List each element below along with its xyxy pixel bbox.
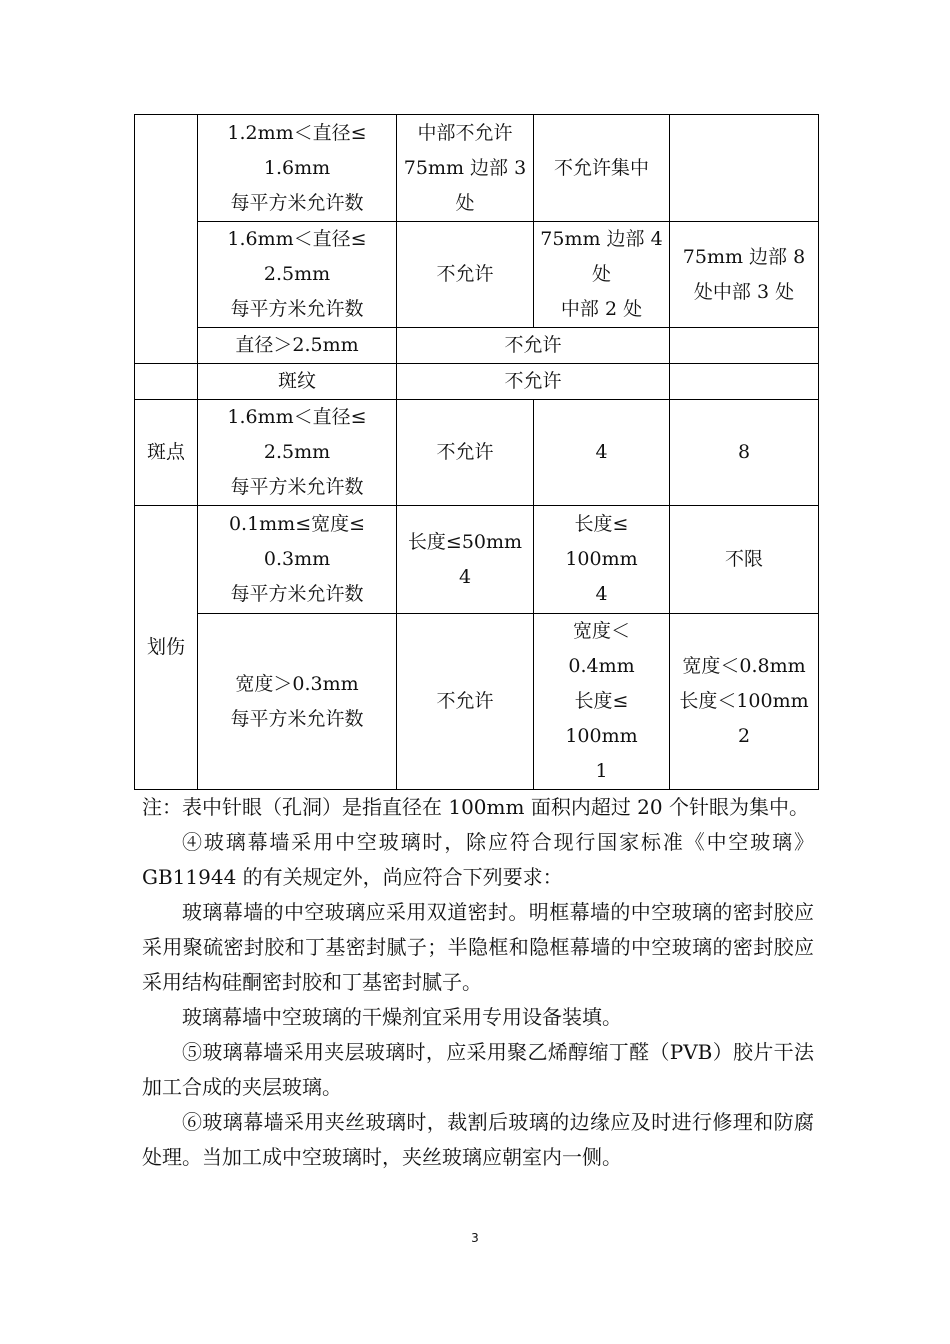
value-cell: 不允许 [397, 222, 534, 328]
paragraph: 玻璃幕墙中空玻璃的干燥剂宜采用专用设备装填。 [182, 1005, 622, 1029]
table-note: 注：表中针眼（孔洞）是指直径在 100mm 面积内超过 20 个针眼为集中。 [142, 795, 809, 819]
value-cell: 75mm 边部 8 处中部 3 处 [670, 222, 819, 328]
paragraph: 玻璃幕墙的中空玻璃应采用双道密封。明框幕墙的中空玻璃的密封胶应采用聚硫密封胶和丁基密封腻子；半隐框和隐框幕墙的中空玻璃的密封胶应采用结构硅酮密封胶和丁基密封腻子。 [142, 900, 814, 994]
value-cell: 宽度＜ 0.4mm 长度≤ 100mm 1 [534, 614, 670, 790]
category-cell-pinhole [135, 115, 198, 364]
category-cell: 划伤 [135, 506, 198, 790]
table-row [135, 328, 819, 364]
page-number: 3 [471, 1231, 479, 1245]
value-cell: 长度≤50mm 4 [397, 506, 534, 614]
table-row [135, 506, 819, 614]
value-cell: 长度≤ 100mm 4 [534, 506, 670, 614]
paragraph: ⑤玻璃幕墙采用夹层玻璃时，应采用聚乙烯醇缩丁醛（PVB）胶片干法加工合成的夹层玻璃。 [142, 1040, 814, 1099]
item-cell: 0.1mm≤宽度≤ 0.3mm 每平方米允许数 [198, 506, 397, 614]
value-cell [670, 364, 819, 400]
table-row [135, 614, 819, 790]
value-cell: 中部不允许 75mm 边部 3 处 [397, 115, 534, 222]
item-cell: 直径＞2.5mm [198, 328, 397, 364]
item-cell: 1.6mm＜直径≤ 2.5mm 每平方米允许数 [198, 400, 397, 506]
value-cell: 不允许 [397, 400, 534, 506]
item-cell: 宽度＞0.3mm 每平方米允许数 [198, 614, 397, 790]
table-row [135, 222, 819, 328]
paragraph: ⑥玻璃幕墙采用夹丝玻璃时，裁割后玻璃的边缘应及时进行修理和防腐处理。当加工成中空玻璃时，夹丝玻璃应朝室内一侧。 [142, 1110, 814, 1169]
item-cell: 斑纹 [198, 364, 397, 400]
value-cell [670, 115, 819, 222]
value-cell [670, 328, 819, 364]
value-cell: 宽度＜0.8mm 长度＜100mm 2 [670, 614, 819, 790]
paragraph: ④玻璃幕墙采用中空玻璃时，除应符合现行国家标准《中空玻璃》GB11944 的有关规定外，尚应符合下列要求： [142, 830, 814, 889]
value-cell: 4 [534, 400, 670, 506]
table-row [135, 115, 819, 222]
category-cell: 斑点 [135, 400, 198, 506]
item-cell: 1.2mm＜直径≤ 1.6mm 每平方米允许数 [198, 115, 397, 222]
defect-allowance-table [134, 114, 819, 790]
value-cell: 不允许 [397, 328, 670, 364]
value-cell: 不限 [670, 506, 819, 614]
value-cell: 不允许集中 [534, 115, 670, 222]
body-text [142, 790, 814, 1175]
table-row [135, 364, 819, 400]
item-cell: 1.6mm＜直径≤ 2.5mm 每平方米允许数 [198, 222, 397, 328]
category-cell [135, 364, 198, 400]
value-cell: 不允许 [397, 364, 670, 400]
table-row [135, 400, 819, 506]
value-cell: 8 [670, 400, 819, 506]
value-cell: 不允许 [397, 614, 534, 790]
value-cell: 75mm 边部 4 处 中部 2 处 [534, 222, 670, 328]
